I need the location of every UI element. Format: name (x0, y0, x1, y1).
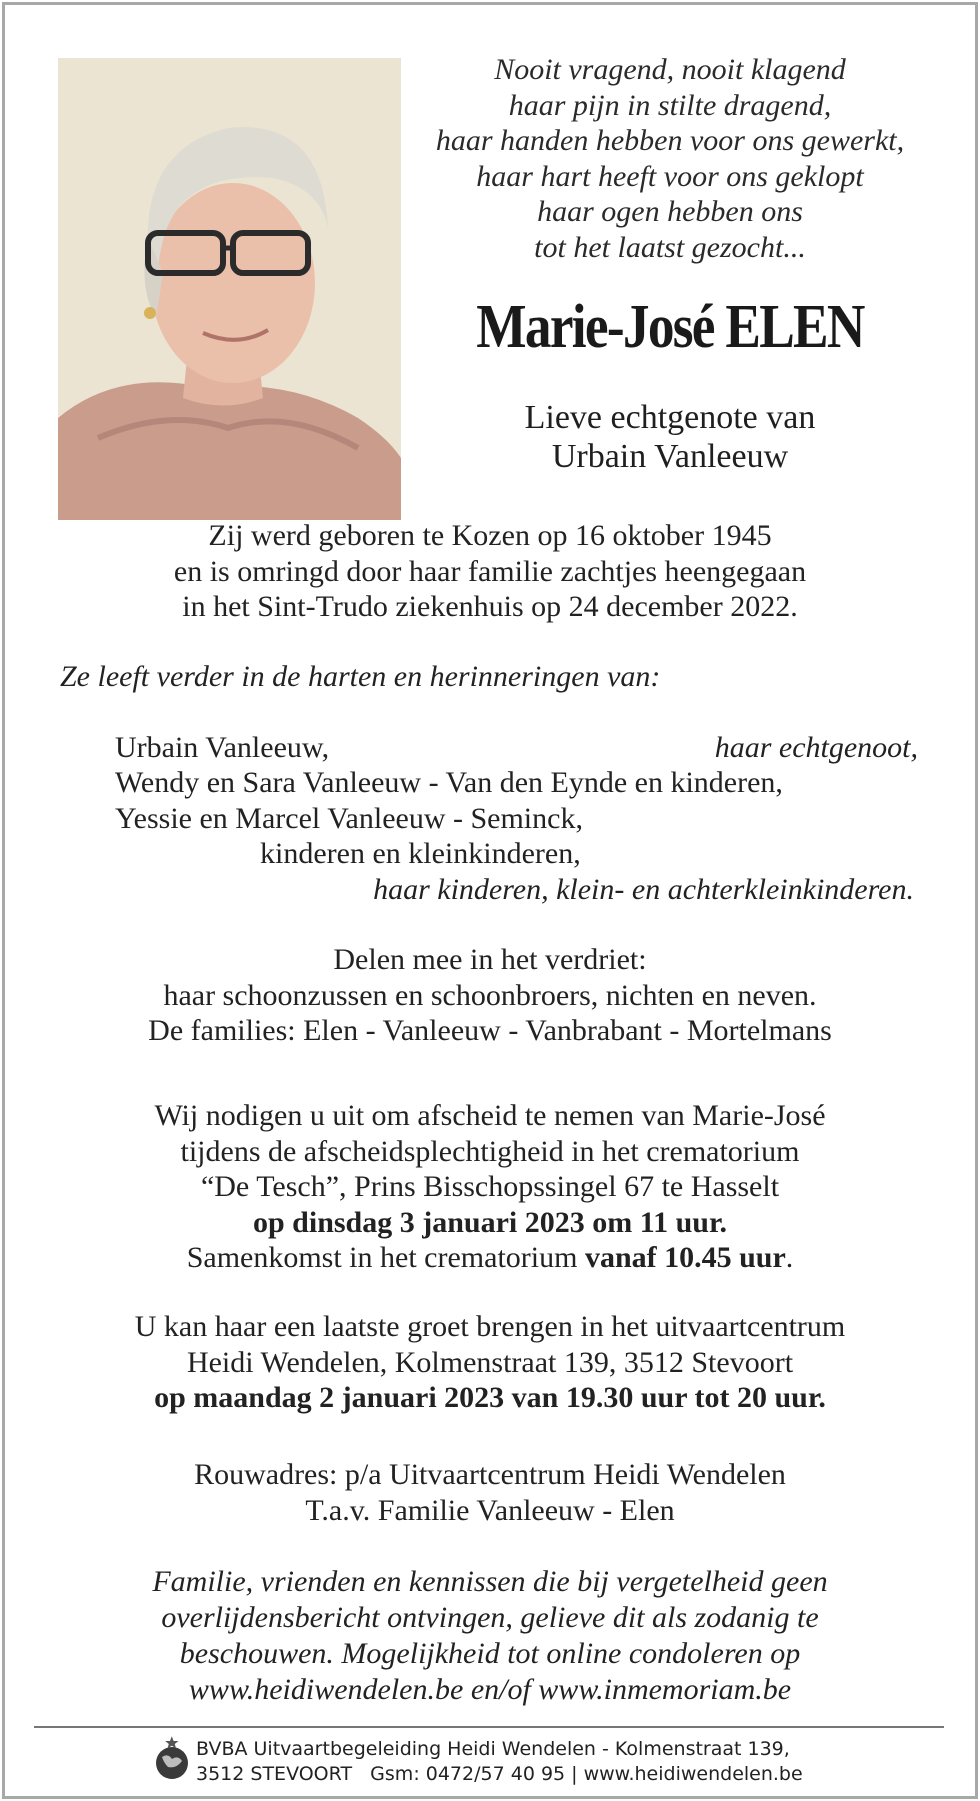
poem-line: Nooit vragend, nooit klagend (494, 53, 846, 86)
family-line: Yessie en Marcel Vanleeuw - Seminck, (115, 802, 583, 835)
poem-line: haar hart heeft voor ons geklopt (476, 159, 864, 193)
birth-line: in het Sint-Trudo ziekenhuis op 24 december 2022. (182, 590, 798, 623)
sharing-grief (20, 942, 960, 1049)
ceremony-info (20, 1098, 960, 1276)
footer-line: BVBA Uitvaartbegeleiding Heidi Wendelen - Kolmenstraat 139, (196, 1738, 790, 1760)
address-line: Rouwadres: p/a Uitvaartcentrum Heidi Wendelen (194, 1458, 786, 1491)
poem-line: haar handen hebben voor ons gewerkt, (435, 124, 905, 157)
sharing-line: De families: Elen - Vanleeuw - Vanbrabant - Mortelmans (148, 1014, 832, 1047)
spouse-line: Lieve echtgenote van (524, 399, 816, 436)
deceased-name: Marie-José ELEN (476, 293, 864, 361)
poem-line: tot het laatst gezocht... (534, 230, 806, 264)
family-line: haar kinderen, klein- en achterkleinkinderen. (373, 873, 914, 906)
sharing-line: haar schoonzussen en schoonbroers, nichten en neven. (163, 978, 817, 1012)
ceremony-gathering: Samenkomst in het crematorium vanaf 10.45 uur. (186, 1241, 794, 1274)
birth-line: Zij werd geboren te Kozen op 16 oktober 1945 (208, 519, 772, 552)
family-line: Wendy en Sara Vanleeuw - Van den Eynde en kinderen, (115, 766, 783, 799)
mourning-address (20, 1457, 960, 1528)
address-line: T.a.v. Familie Vanleeuw - Elen (305, 1493, 675, 1527)
family-spouse-name: Urbain Vanleeuw, (115, 731, 330, 764)
family-spouse-role: haar echtgenoot, (714, 731, 918, 764)
poem (410, 52, 930, 265)
ceremony-line: Wij nodigen u uit om afscheid te nemen van Marie-José (154, 1099, 826, 1132)
visitation-line: U kan haar een laatste groet brengen in het uitvaartcentrum (134, 1310, 846, 1343)
notice-line: Familie, vrienden en kennissen die bij vergetelheid geen (152, 1565, 828, 1598)
notice-line: overlijdensbericht ontvingen, gelieve dit als zodanig te (161, 1601, 819, 1634)
portrait-photo (58, 58, 401, 520)
birth-death-text (40, 518, 940, 625)
notice-text (60, 1564, 920, 1708)
footer-divider (34, 1726, 944, 1728)
notice-line: www.heidiwendelen.be en/of www.inmemoriam.be (188, 1673, 792, 1706)
footer-contact (196, 1737, 803, 1787)
birth-line: en is omringd door haar familie zachtjes heengegaan (173, 554, 807, 588)
visitation-line: Heidi Wendelen, Kolmenstraat 139, 3512 Stevoort (186, 1345, 794, 1379)
globe-logo-icon (152, 1735, 192, 1788)
ceremony-line: “De Tesch”, Prins Bisschopssingel 67 te Hasselt (200, 1170, 780, 1203)
visitation-info (20, 1309, 960, 1416)
lives-on-heading: Ze leeft verder in de harten en herinneringen van: (60, 660, 661, 693)
notice-line: beschouwen. Mogelijkheid tot online condoleren op (179, 1637, 801, 1670)
spouse-line: Urbain Vanleeuw (551, 438, 789, 475)
family-line: kinderen en kleinkinderen, (260, 837, 581, 870)
sharing-line: Delen mee in het verdriet: (333, 943, 647, 976)
ceremony-date: op dinsdag 3 januari 2023 om 11 uur. (252, 1205, 728, 1239)
visitation-date: op maandag 2 januari 2023 van 19.30 uur tot 20 uur. (154, 1381, 826, 1414)
poem-line: haar pijn in stilte dragend, (508, 88, 832, 122)
footer-line: 3512 STEVOORT Gsm: 0472/57 40 95 | www.heidiwendelen.be (196, 1763, 803, 1785)
ceremony-line: tijdens de afscheidsplechtigheid in het crematorium (180, 1134, 800, 1168)
spouse-heading (410, 398, 930, 476)
poem-line: haar ogen hebben ons (537, 195, 803, 228)
